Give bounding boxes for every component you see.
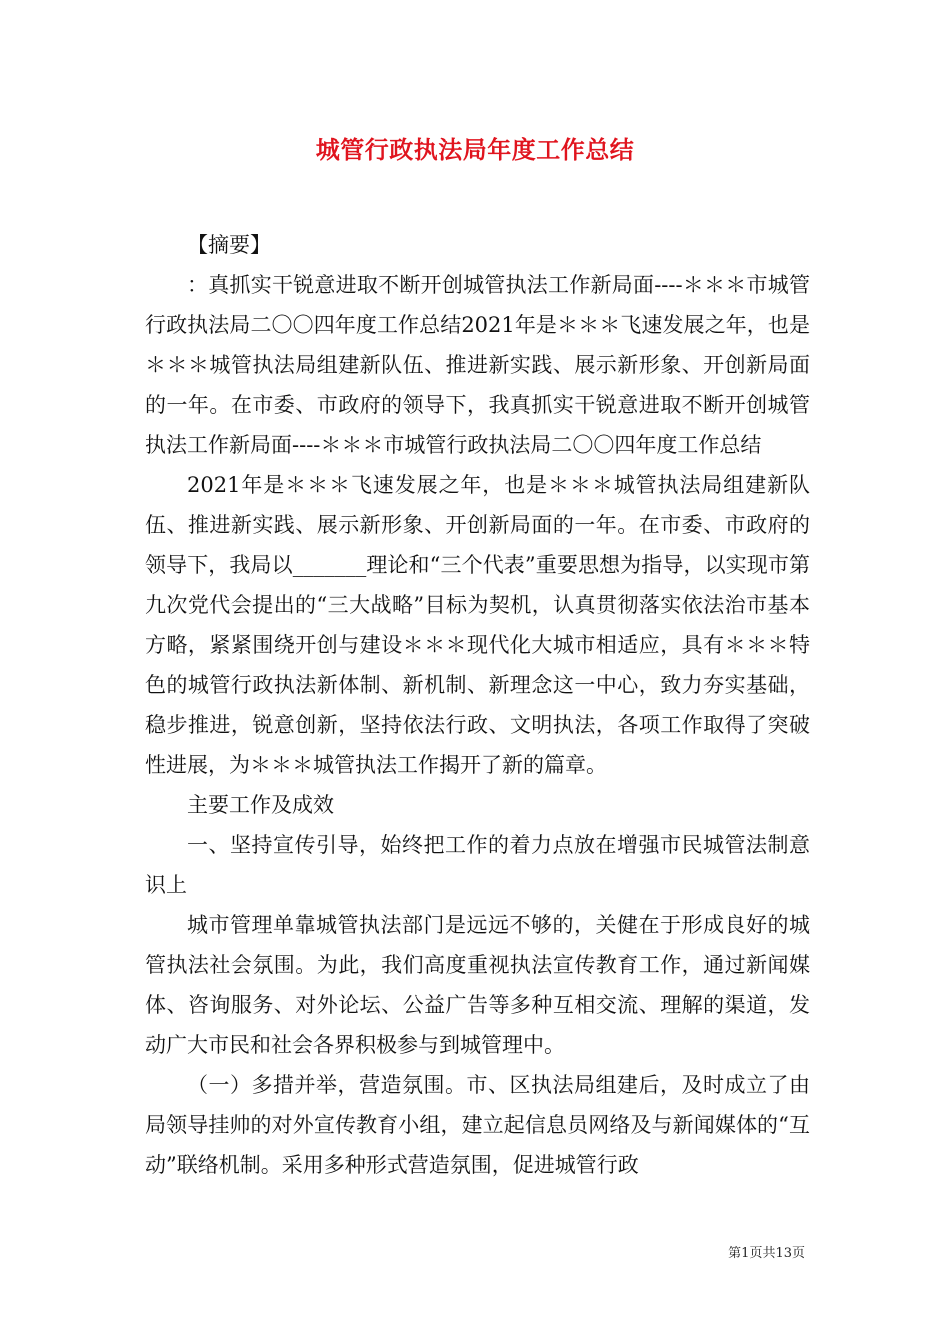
paragraph-abstract: ：真抓实干锐意进取不断开创城管执法工作新局面----＊＊＊市城管行政执法局二〇〇四年度工作总结2021年是＊＊＊飞速发展之年，也是＊＊＊城管执法局组建新队伍、推进新实践、展示新形象、开创新局面的一年。在市委、市政府的领导下，我真抓实干锐意进取不断开创城管执法工作新局面----＊＊＊市城管行政执法局二〇〇四年度工作总结 <box>145 273 810 457</box>
page-number: 第1页共13页 <box>728 1246 805 1261</box>
section-heading-main-work: 主要工作及成效 <box>187 793 334 817</box>
document-title: 城管行政执法局年度工作总结 <box>315 135 635 164</box>
paragraph-abstract-heading: 【摘要】 <box>187 233 271 257</box>
section-heading-1: 一、坚持宣传引导，始终把工作的着力点放在增强市民城管法制意识上 <box>145 833 810 897</box>
paragraph-section-1: 城市管理单靠城管执法部门是远远不够的，关健在于形成良好的城管执法社会氛围。为此，我们高度重视执法宣传教育工作，通过新闻媒体、咨询服务、对外论坛、公益广告等多种互相交流、理解的渠道，发动广大市民和社会各界积极参与到城管理中。 <box>145 913 810 1057</box>
document-body <box>145 225 810 1185</box>
paragraph-subsection-1: （一）多措并举，营造氛围。市、区执法局组建后，及时成立了由局领导挂帅的对外宣传教育小组，建立起信息员网络及与新闻媒体的“互动”联络机制。采用多种形式营造氛围，促进城管行政 <box>145 1073 810 1177</box>
paragraph-intro: 2021年是＊＊＊飞速发展之年，也是＊＊＊城管执法局组建新队伍、推进新实践、展示新形象、开创新局面的一年。在市委、市政府的领导下，我局以_______理论和“三个代表”重要思想为指导，以实现市第九次党代会提出的“三大战略”目标为契机，认真贯彻落实依法治市基本方略，紧紧围绕开创与建设＊＊＊现代化大城市相适应，具有＊＊＊特色的城管行政执法新体制、新机制、新理念这一中心，致力夯实基础，稳步推进，锐意创新，坚持依法行政、文明执法，各项工作取得了突破性进展，为＊＊＊城管执法工作揭开了新的篇章。 <box>145 473 810 777</box>
